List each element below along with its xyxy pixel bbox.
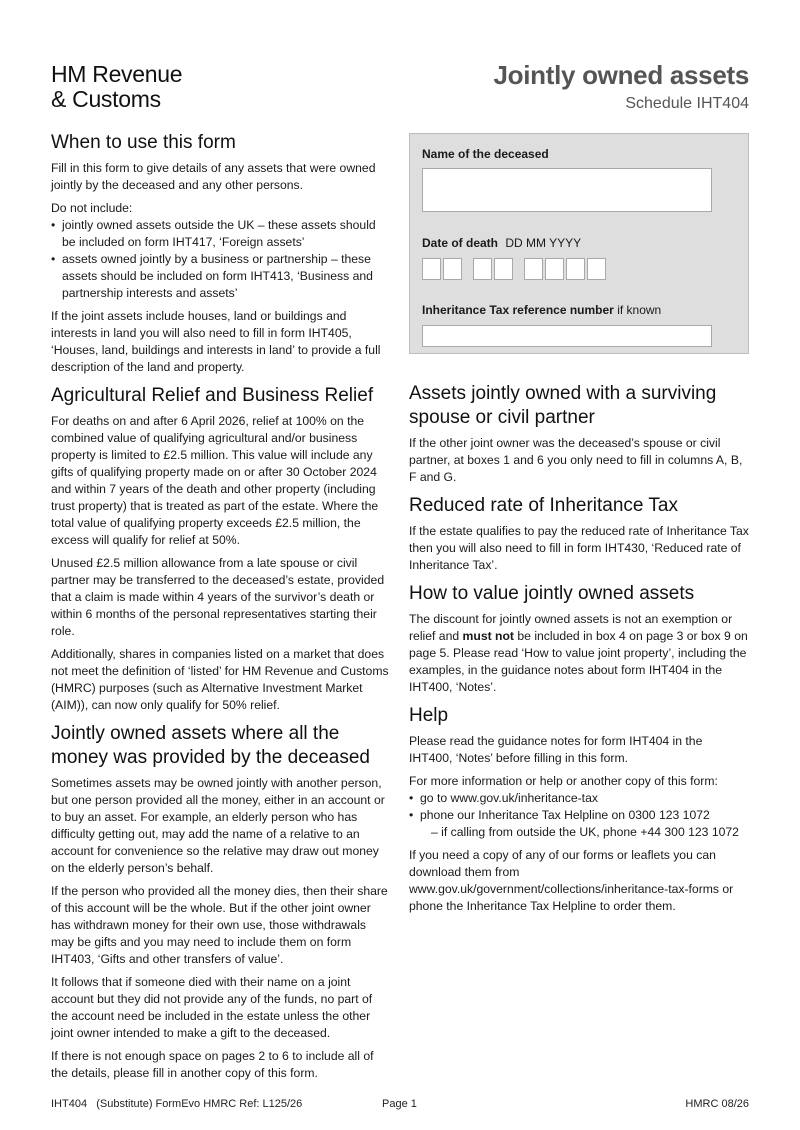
relief-paragraph-1: For deaths on and after 6 April 2026, relief at 100% on the combined value of qualifying agricultural and/or business property is limited to £2.5 million. This value will include any gifts of qualifying property made on or after 30 October 2024 and within 7 years of the death and other property (including trust property) that is treated as part of the estate. Where the total value of qualifying property exceeds £2.5 million, the excess will qualify for relief at 50%. <box>51 414 379 547</box>
help-list <box>409 790 749 841</box>
right-column <box>409 382 749 923</box>
relief-paragraph-2: Unused £2.5 million allowance from a late spouse or civil partner may be transferred to the deceased’s estate, provided that a claim is made within 4 years of the survivor’s death or within 6 months of the personal representatives starting their role. <box>51 556 385 638</box>
help-heading: Help <box>409 705 449 726</box>
when-to-use-intro: Fill in this form to give details of any assets that were owned jointly by the deceased and any other persons. <box>51 161 376 192</box>
spouse-heading: Assets jointly owned with a surviving spouse or civil partner <box>409 383 717 428</box>
footer-version: HMRC 08/26 <box>685 1098 749 1110</box>
date-day-digit-2[interactable] <box>443 258 462 280</box>
iht-reference-text: Inheritance Tax reference number <box>422 303 614 317</box>
help-phone-international: – if calling from outside the UK, phone +44 300 123 1072 <box>431 825 739 839</box>
must-not-emphasis: must not <box>462 629 514 643</box>
form-schedule: Schedule IHT404 <box>625 95 749 112</box>
date-year-digit-4[interactable] <box>587 258 606 280</box>
help-phone-item <box>409 807 749 841</box>
name-of-deceased-label: Name of the deceased <box>422 147 549 161</box>
name-of-deceased-input[interactable] <box>422 168 712 212</box>
valuation-heading: How to value jointly owned assets <box>409 583 695 604</box>
iht-reference-hint: if known <box>617 303 662 317</box>
deceased-details-box <box>409 133 749 354</box>
footer-page-number: Page 1 <box>382 1098 417 1110</box>
date-format-hint: DD MM YYYY <box>505 236 582 250</box>
help-website-item: • go to www.gov.uk/inheritance-tax <box>409 790 749 807</box>
iht-reference-label <box>422 303 661 317</box>
money-provided-heading: Jointly owned assets where all the money was provided by the deceased <box>51 723 370 768</box>
valuation-section <box>409 582 749 696</box>
left-column <box>51 131 391 1090</box>
relief-heading: Agricultural Relief and Business Relief <box>51 385 374 406</box>
date-year-digit-3[interactable] <box>566 258 585 280</box>
help-paragraph-1: Please read the guidance notes for form IHT404 in the IHT400, ‘Notes’ before filling in this form. <box>409 734 703 765</box>
date-day-digit-1[interactable] <box>422 258 441 280</box>
relief-paragraph-3: Additionally, shares in companies listed on a market that does not meet the definition of ‘listed’ for HM Revenue and Customs (HMRC) purposes (such as Alternative Investment Market (AIM)), can now only qualify for 50% relief. <box>51 647 389 712</box>
valuation-text-c: be included in box 4 on page 3 or box 9 on page 5. Please read ‘How to value joint property’, including the examples, in the guidance notes about form IHT404 in the IHT400, ‘Notes’. <box>409 629 748 694</box>
list-item: • jointly owned assets outside the UK – these assets should be included on form IHT417, ‘Foreign assets’ <box>51 217 391 251</box>
date-year-digit-2[interactable] <box>545 258 564 280</box>
relief-section <box>51 384 391 714</box>
list-item: • assets owned jointly by a business or partnership – these assets should be included on form IHT413, ‘Business and partnership interests and assets’ <box>51 251 391 302</box>
logo-line-1: HM Revenue <box>51 61 183 87</box>
spouse-paragraph: If the other joint owner was the deceased’s spouse or civil partner, at boxes 1 and 6 you only need to fill in columns A, B, F and G. <box>409 436 743 484</box>
when-to-use-section <box>51 131 391 376</box>
help-paragraph-2: For more information or help or another copy of this form: <box>409 774 718 788</box>
date-of-death-text: Date of death <box>422 236 499 250</box>
help-phone-text: • phone our Inheritance Tax Helpline on 0300 123 1072 <box>420 808 710 822</box>
reduced-rate-section <box>409 494 749 574</box>
footer-form-ref <box>51 1098 302 1110</box>
money-paragraph-4: If there is not enough space on pages 2 to 6 to include all of the details, please fill in another copy of this form. <box>51 1049 374 1080</box>
valuation-paragraph <box>409 611 749 696</box>
do-not-include-text: Do not include: <box>51 201 133 215</box>
valuation-text-a: The discount for jointly owned assets is not an exemption or relief and <box>409 612 733 643</box>
help-section <box>409 704 749 915</box>
iht-reference-input[interactable] <box>422 325 712 347</box>
reduced-rate-paragraph: If the estate qualifies to pay the reduced rate of Inheritance Tax then you will also need to fill in form IHT430, ‘Reduced rate of Inheritance Tax’. <box>409 524 749 572</box>
reduced-rate-heading: Reduced rate of Inheritance Tax <box>409 495 678 516</box>
land-note: If the joint assets include houses, land or buildings and interests in land you will also need to fill in form IHT405, ‘Houses, land, buildings and interests in land’ to provide a full description of the land and property. <box>51 309 381 374</box>
date-of-death-label <box>422 236 581 250</box>
exclusions-list <box>51 217 391 302</box>
date-month-digit-2[interactable] <box>494 258 513 280</box>
help-paragraph-3: If you need a copy of any of our forms or leaflets you can download them from www.gov.uk/government/collections/inheritance-tax-forms or phone the Inheritance Tax Helpline to order them. <box>409 848 734 913</box>
form-title: Jointly owned assets <box>493 60 749 90</box>
spouse-section <box>409 382 749 486</box>
money-provided-section <box>51 722 391 1082</box>
money-paragraph-2: If the person who provided all the money dies, then their share of this account will be the whole. But if the other joint owner has withdrawn money for their own use, those withdrawals may be gifts and you may need to include them on form IHT403, ‘Gifts and other transfers of value’. <box>51 884 388 966</box>
hmrc-logo <box>51 62 182 112</box>
footer-form-ref-text: IHT404 (Substitute) FormEvo HMRC Ref: L125/26 <box>51 1098 303 1110</box>
date-month-digit-1[interactable] <box>473 258 492 280</box>
logo-line-2: & Customs <box>51 86 161 112</box>
money-paragraph-1: Sometimes assets may be owned jointly with another person, but one person provided all the money, either in an account or to buy an asset. For example, an elderly person who has difficulty getting out, may add the name of a relative to an account for convenience so the relative may draw out money on the elderly person’s behalf. <box>51 776 385 875</box>
money-paragraph-3: It follows that if someone died with their name on a joint account but they did not provide any of the funds, no part of the account need be included in the estate unless the other joint owner intended to make a gift to the deceased. <box>51 975 373 1040</box>
when-to-use-heading: When to use this form <box>51 132 236 153</box>
date-year-digit-1[interactable] <box>524 258 543 280</box>
